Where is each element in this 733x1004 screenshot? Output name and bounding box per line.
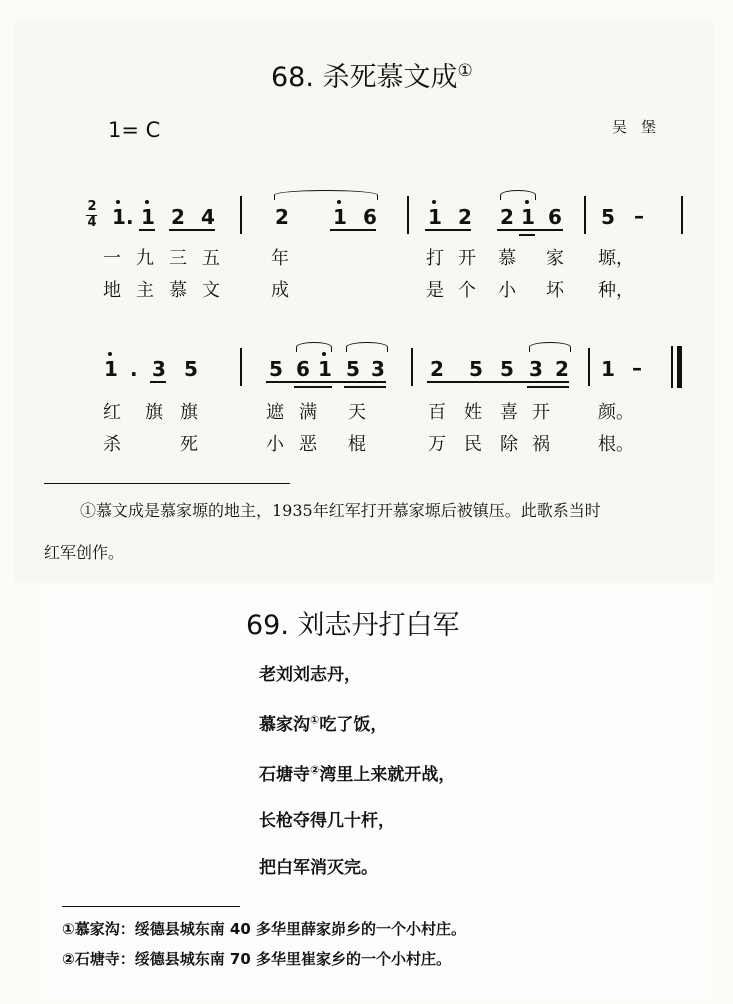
slur	[274, 190, 378, 200]
eighth-underline	[169, 229, 215, 231]
eighth-underline	[139, 229, 155, 231]
lyric-char: 民	[464, 434, 482, 455]
bar-line	[240, 348, 242, 386]
eighth-underline	[266, 381, 386, 383]
sustain-dash: –	[634, 204, 644, 228]
note: 2	[430, 357, 444, 381]
octave-dot	[145, 200, 149, 204]
bar-line	[407, 196, 409, 234]
song-68-title	[271, 55, 473, 94]
note: 1	[141, 205, 155, 229]
song-69-title: 69. 刘志丹打白军	[246, 610, 460, 641]
footnote-rule	[44, 483, 290, 484]
octave-dot	[322, 352, 326, 356]
eighth-underline	[425, 229, 471, 231]
slur	[296, 342, 332, 352]
note: 1	[521, 205, 535, 229]
note: 1	[104, 357, 118, 381]
lyric-char: 塬，	[598, 248, 634, 269]
lyric-char: 死	[180, 434, 198, 455]
lyric-char: 棍	[348, 434, 366, 455]
footnote-mark: ②	[310, 763, 320, 777]
lyric-char: 地	[103, 280, 121, 301]
note: 5	[601, 205, 615, 229]
sustain-dash: –	[632, 356, 642, 380]
lyric-char: 小	[498, 280, 516, 301]
lyric-char: 开	[458, 248, 476, 269]
note: 2	[555, 357, 569, 381]
lyric-char: 百	[428, 402, 446, 423]
note: 3	[371, 357, 385, 381]
key-signature: 1= C	[108, 118, 161, 142]
note: 2	[458, 205, 472, 229]
song-68-footnote-cont: 红军创作。	[44, 543, 125, 562]
note: 2	[500, 205, 514, 229]
song-68-footnote: ①慕文成是慕家塬的地主，1935年红军打开慕家塬后被镇压。此歌系当时	[80, 501, 601, 520]
lyric-char: 慕	[498, 248, 516, 269]
lyric-char: 小	[266, 434, 284, 455]
lyric-char: 满	[299, 402, 317, 423]
lyric-char: 万	[428, 434, 446, 455]
lyric-char: 九	[136, 248, 154, 269]
poem-line: 长枪夺得几十杆，	[259, 811, 395, 831]
note: 3	[529, 357, 543, 381]
octave-dot	[432, 200, 436, 204]
lyric-char: 三	[169, 248, 187, 269]
note: 6	[363, 205, 377, 229]
lyric-char: 一	[103, 248, 121, 269]
lyric-char: 颜。	[598, 402, 634, 423]
eighth-underline	[497, 229, 563, 231]
dot-extension: .	[130, 357, 138, 381]
note: 2	[171, 205, 185, 229]
sixteenth-underline	[344, 386, 386, 388]
song-69-footnote-1: ①慕家沟：绥德县城东南 40 多华里薛家峁乡的一个小村庄。	[62, 920, 467, 938]
poem-line: 慕家沟①吃了饭，	[259, 713, 388, 735]
lyric-char: 家	[546, 248, 564, 269]
time-signature-top: 2	[87, 199, 97, 214]
bar-line	[411, 348, 413, 386]
note: 1	[428, 205, 442, 229]
note: 5	[269, 357, 283, 381]
sixteenth-underline	[294, 386, 332, 388]
note: 6	[548, 205, 562, 229]
lyric-char: 是	[426, 280, 444, 301]
lyric-char: 五	[202, 248, 220, 269]
bar-line	[584, 196, 586, 234]
lyric-char: 坏	[546, 280, 564, 301]
lyric-char: 慕	[169, 280, 187, 301]
final-bar-thin	[671, 346, 673, 388]
bar-line	[240, 196, 242, 234]
octave-dot	[108, 352, 112, 356]
note: 6	[296, 357, 310, 381]
octave-dot	[337, 200, 341, 204]
song-68-title-text: 68. 杀死慕文成	[271, 62, 458, 93]
lyric-char: 红	[103, 402, 121, 423]
eighth-underline	[427, 381, 569, 383]
lyric-char: 遮	[266, 402, 284, 423]
sixteenth-underline	[519, 234, 535, 236]
footnote-rule	[62, 906, 240, 907]
note: 5	[346, 357, 360, 381]
eighth-underline	[150, 381, 166, 383]
lyric-char: 喜	[500, 402, 518, 423]
composer-credit: 吴堡	[612, 118, 671, 136]
lyric-char: 主	[136, 280, 154, 301]
eighth-underline	[330, 229, 376, 231]
note: 5	[184, 357, 198, 381]
lyric-char: 除	[500, 434, 518, 455]
lyric-char: 旗	[145, 402, 163, 423]
slur	[346, 342, 388, 352]
poem-line: 老刘刘志丹，	[259, 665, 361, 685]
lyric-char: 打	[426, 248, 444, 269]
bar-line	[588, 348, 590, 386]
note: 2	[275, 205, 289, 229]
note: 5	[469, 357, 483, 381]
lyric-char: 年	[271, 248, 289, 269]
final-bar-thick	[677, 346, 682, 388]
slur	[529, 342, 571, 352]
sixteenth-underline	[527, 386, 569, 388]
lyric-char: 祸	[532, 434, 550, 455]
footnote-mark: ①	[310, 713, 320, 727]
note: 1	[318, 357, 332, 381]
note: 5	[500, 357, 514, 381]
lyric-char: 根。	[598, 434, 634, 455]
lyric-char: 恶	[299, 434, 317, 455]
octave-dot	[525, 200, 529, 204]
time-signature-bottom: 4	[87, 215, 97, 230]
note: 1	[601, 357, 615, 381]
lyric-char: 开	[532, 402, 550, 423]
lyric-char: 旗	[180, 402, 198, 423]
poem-line: 石塘寺②湾里上来就开战，	[259, 763, 456, 785]
bar-line	[681, 196, 683, 234]
note: 3	[152, 357, 166, 381]
lyric-char: 姓	[464, 402, 482, 423]
song-68-title-footnote-mark: ①	[457, 61, 473, 81]
note: 4	[201, 205, 215, 229]
lyric-char: 成	[271, 280, 289, 301]
lyric-char: 个	[458, 280, 476, 301]
note: 1	[333, 205, 347, 229]
poem-line: 把白军消灭完。	[259, 858, 378, 878]
note-dot: .	[126, 205, 134, 229]
lyric-char: 天	[348, 402, 366, 423]
slur	[500, 190, 536, 200]
octave-dot	[116, 200, 120, 204]
song-69-footnote-2: ②石塘寺：绥德县城东南 70 多华里崔家乡的一个小村庄。	[62, 950, 452, 968]
lyric-char: 种，	[598, 280, 634, 301]
lyric-char: 杀	[103, 434, 121, 455]
note: 1	[112, 205, 126, 229]
lyric-char: 文	[202, 280, 220, 301]
